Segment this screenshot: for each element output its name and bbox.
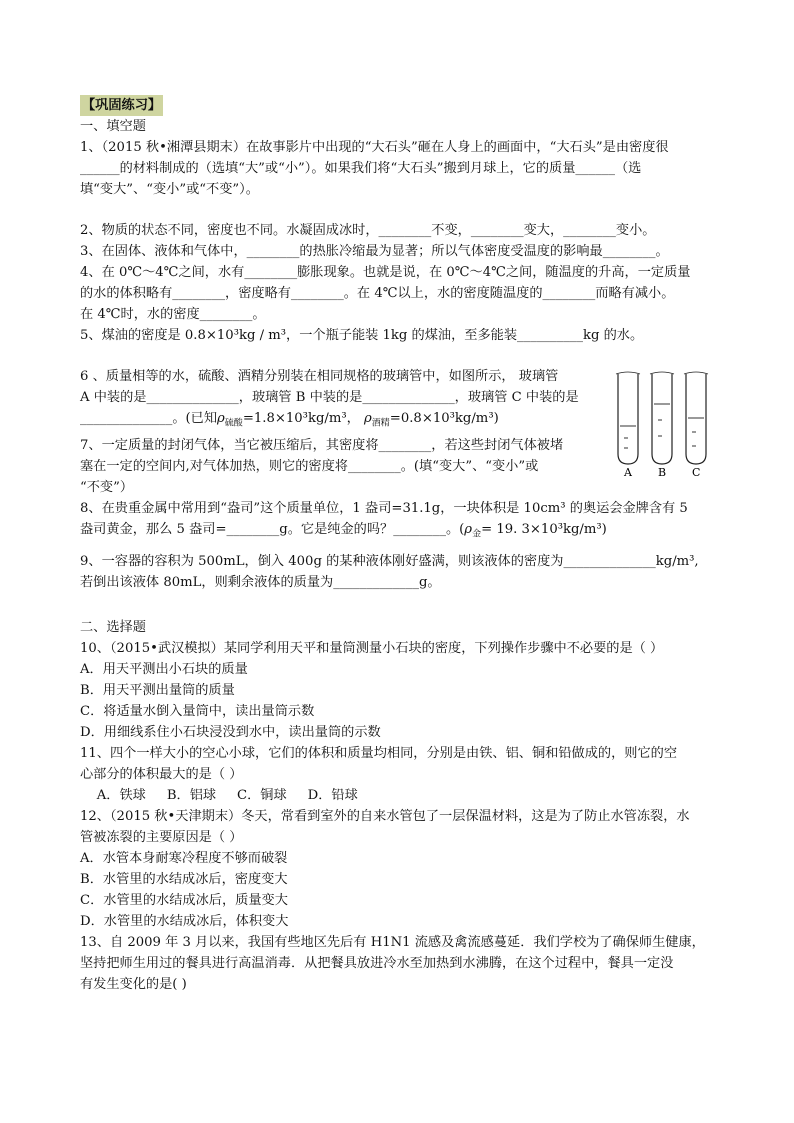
q12-line1: 12、（2015 秋•天津期末）冬天，常看到室外的自来水管包了一层保温材料，这是为了防止水管冻裂，水 [80,809,690,825]
tube-label-b: B [658,466,667,479]
tube-c [686,374,706,464]
q10-option-a: A．用天平测出小石块的质量 [80,662,248,678]
q13-line2: 坚持把师生用过的餐具进行高温消毒．从把餐具放进冷水至加热到水沸腾，在这个过程中，餐具一定没 [80,956,674,972]
tube-b [652,374,672,464]
q10-option-c: C．将适量水倒入量筒中，读出量筒示数 [80,704,315,720]
q4-line3: 在 4℃时，水的密度________。 [80,307,266,322]
q1-line3: 填“变大”、“变小”或“不变”）。 [80,182,259,197]
tube-label-c: C [692,466,701,479]
q6-line3: ______________。(已知$\rho_{硫酸}=1.8\times 10^3kg/m^3$， $\rho_{酒精}=0.8\times 10^3kg/m^3$) [80,411,499,429]
q8-line2: 盎司黄金，那么 5 盎司=________g。它是纯金的吗？________。($\rho_金= 19$. 3×10³kg/m³) [80,521,607,540]
worksheet [80,95,720,995]
q5: 5、煤油的密度是 0.8×10³kg / m³，一个瓶子能装 1kg 的煤油，至多能装__________kg 的水。 [80,328,644,343]
q11-line2: 心部分的体积最大的是（ ） [80,767,243,783]
q6-line1: 6 、质量相等的水，硫酸、酒精分别装在相同规格的玻璃管中，如图所示， 玻璃管 [80,369,559,384]
q8-line1: 8、在贵重金属中常用到“盎司”这个质量单位，1 盎司=31.1g，一块体积是 10cm³ 的奥运会金牌含有 5 [80,500,688,516]
section1-title: 一、填空题 [80,119,146,134]
tube-label-a: A [624,466,632,479]
q1-line2: ______的材料制成的（选填“大”或“小”）。如果我们将“大石头”搬到月球上，它的质量______（选 [80,161,642,176]
q3: 3、在固体、液体和气体中，________的热胀冷缩最为显著；所以气体密度受温度的影响最________。 [80,244,669,259]
q12-option-b: B．水管里的水结成冰后，密度变大 [80,872,288,888]
q12-line2: 管被冻裂的主要原因是（ ） [80,830,243,846]
q13-line3: 有发生变化的是( ) [80,977,187,993]
q10-option-b: B．用天平测出量筒的质量 [80,683,235,699]
q4-line1: 4、在 0℃～4℃之间，水有________膨胀现象。也就是说，在 0℃～4℃之间，随温度的升高，一定质量 [80,265,691,280]
q10-option-d: D．用细线系住小石块浸没到水中，读出量筒的示数 [80,725,381,741]
q1-line1: 1、（2015 秋•湘潭县期末）在故事影片中出现的“大石头”砸在人身上的画面中，“大石头”是由密度很 [80,140,669,155]
tube-a [618,374,638,464]
q12-option-d: D．水管里的水结成冰后，体积变大 [80,914,289,930]
heading-tag: 【巩固练习】 [80,95,163,116]
q12-option-a: A．水管本身耐寒冷程度不够而破裂 [80,851,288,867]
section2-title: 二、选择题 [80,620,146,636]
worksheet-heading [80,95,720,116]
q13-line1: 13、自 2009 年 3 月以来，我国有些地区先后有 H1N1 流感及禽流感蔓延．我们学校为了确保师生健康， [80,935,705,951]
q7-line3: “不变”） [80,479,134,495]
test-tubes-figure [612,368,722,480]
q4-line2: 的水的体积略有________，密度略有________。在 4℃以上，水的密度随温度的________而略有减小。 [80,286,675,301]
q10: 10、（2015•武汉模拟）某同学利用天平和量筒测量小石块的密度，下列操作步骤中不必要的是（ ） [80,641,664,657]
q9-line1: 9、一容器的容积为 500mL，倒入 400g 的某种液体刚好盛满，则该液体的密度为______________kg/m³, [80,554,699,570]
q7-line1: 7、一定质量的封闭气体，当它被压缩后，其密度将________，若这些封闭气体被堵 [80,437,564,453]
q7-line2: 塞在一定的空间内,对气体加热，则它的密度将________。(填“变大”、“变小”或 [80,458,539,474]
q9-line2: 若倒出该液体 80mL，则剩余液体的质量为_____________g。 [80,575,441,591]
q12-option-c: C．水管里的水结成冰后，质量变大 [80,893,288,909]
q6-line2: A 中装的是______________，玻璃管 B 中装的是______________，玻璃管 C 中装的是 [80,390,579,405]
q11-options: A．铁球 B．铝球 C．铜球 D．铅球 [80,788,358,804]
q6 [80,366,600,498]
q2: 2、物质的状态不同，密度也不同。水凝固成冰时，________不变，________变大，________变小。 [80,223,656,238]
q11-line1: 11、四个一样大小的空心小球，它们的体积和质量均相同，分别是由铁、铝、铜和铅做成的，则它的空 [80,746,678,762]
